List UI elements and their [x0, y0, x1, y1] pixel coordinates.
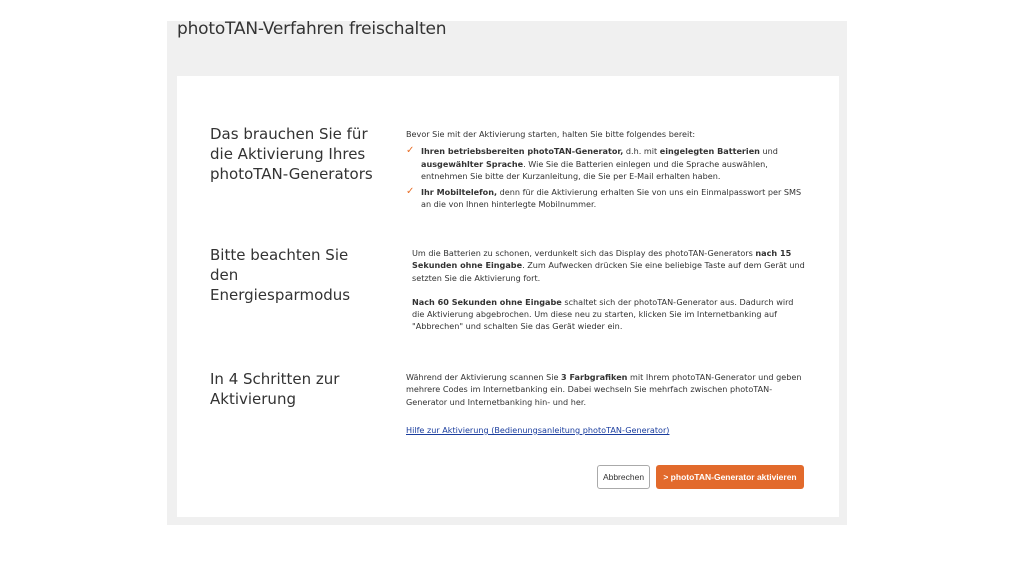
text: Um die Batterien zu schonen, verdunkelt sich das Display des photoTAN-Generators	[412, 248, 756, 258]
bold-text: nach 15 Sekunden ohne Eingabe	[412, 248, 792, 271]
text: und	[759, 146, 778, 157]
bold-text: eingelegten Batterien	[659, 146, 760, 157]
check-icon: ✓	[406, 145, 415, 157]
paragraph	[412, 247, 807, 284]
section-title: Das brauchen Sie für die Aktivierung Ihres photoTAN-Generators	[210, 125, 373, 183]
text: mit Ihrem photoTAN-Generator und geben mehrere Codes im Internetbanking ein. Dabei wechseln Sie mehrfach zwischen photoTAN-Generator und Internetbanking hin- und her.	[406, 372, 802, 407]
intro-text: Bevor Sie mit der Aktivierung starten, halten Sie bitte folgendes bereit:	[406, 129, 696, 139]
cancel-button[interactable]: Abbrechen	[597, 465, 650, 489]
bold-text: Nach 60 Sekunden ohne Eingabe	[412, 296, 562, 307]
activate-generator-button[interactable]: > photoTAN-Generator aktivieren	[656, 465, 804, 489]
section-body	[412, 247, 807, 333]
bold-text: 3 Farbgrafiken	[561, 372, 628, 382]
text: . Wie Sie die Batterien einlegen und die Sprache auswählen, entnehmen Sie bitte der Kurzanleitung, die Sie per E-Mail erhalten haben.	[421, 158, 768, 181]
bold-text: ausgewählter Sprache	[421, 158, 524, 169]
page-title: photoTAN-Verfahren freischalten	[177, 19, 447, 39]
requirements-list	[406, 145, 806, 210]
section-body	[406, 128, 806, 215]
bold-text: Ihr Mobiltelefon,	[421, 187, 498, 198]
paragraph	[412, 296, 807, 333]
text: d.h. mit	[623, 146, 660, 157]
page-panel	[167, 21, 847, 525]
bold-text: Ihren betriebsbereiten photoTAN-Generator,	[421, 146, 624, 157]
section-body	[406, 371, 806, 436]
paragraph	[406, 371, 806, 408]
text: . Zum Aufwecken drücken Sie eine beliebige Taste auf dem Gerät und setzten Sie die Aktivierung fort.	[412, 260, 805, 283]
section-title: In 4 Schritten zur Aktivierung	[210, 370, 340, 408]
text: Während der Aktivierung scannen Sie	[406, 372, 562, 382]
text: schaltet sich der photoTAN-Generator aus. Dadurch wird die Aktivierung abgebrochen. Um diese neu zu starten, klicken Sie im Internetbanking auf "Abbrechen" und schalten Sie das Gerät wieder ein.	[412, 296, 794, 332]
check-icon: ✓	[406, 186, 415, 198]
list-item	[406, 186, 806, 211]
text: denn für die Aktivierung erhalten Sie von uns ein Einmalpasswort per SMS an die von Ihnen hinterlegte Mobilnummer.	[421, 187, 802, 210]
list-item	[406, 145, 806, 182]
section-title: Bitte beachten Sie den Energiesparmodus	[210, 246, 351, 304]
help-link[interactable]: Hilfe zur Aktivierung (Bedienungsanleitung photoTAN-Generator)	[406, 424, 670, 435]
help-link-wrapper	[406, 424, 806, 436]
content-card	[177, 76, 839, 517]
